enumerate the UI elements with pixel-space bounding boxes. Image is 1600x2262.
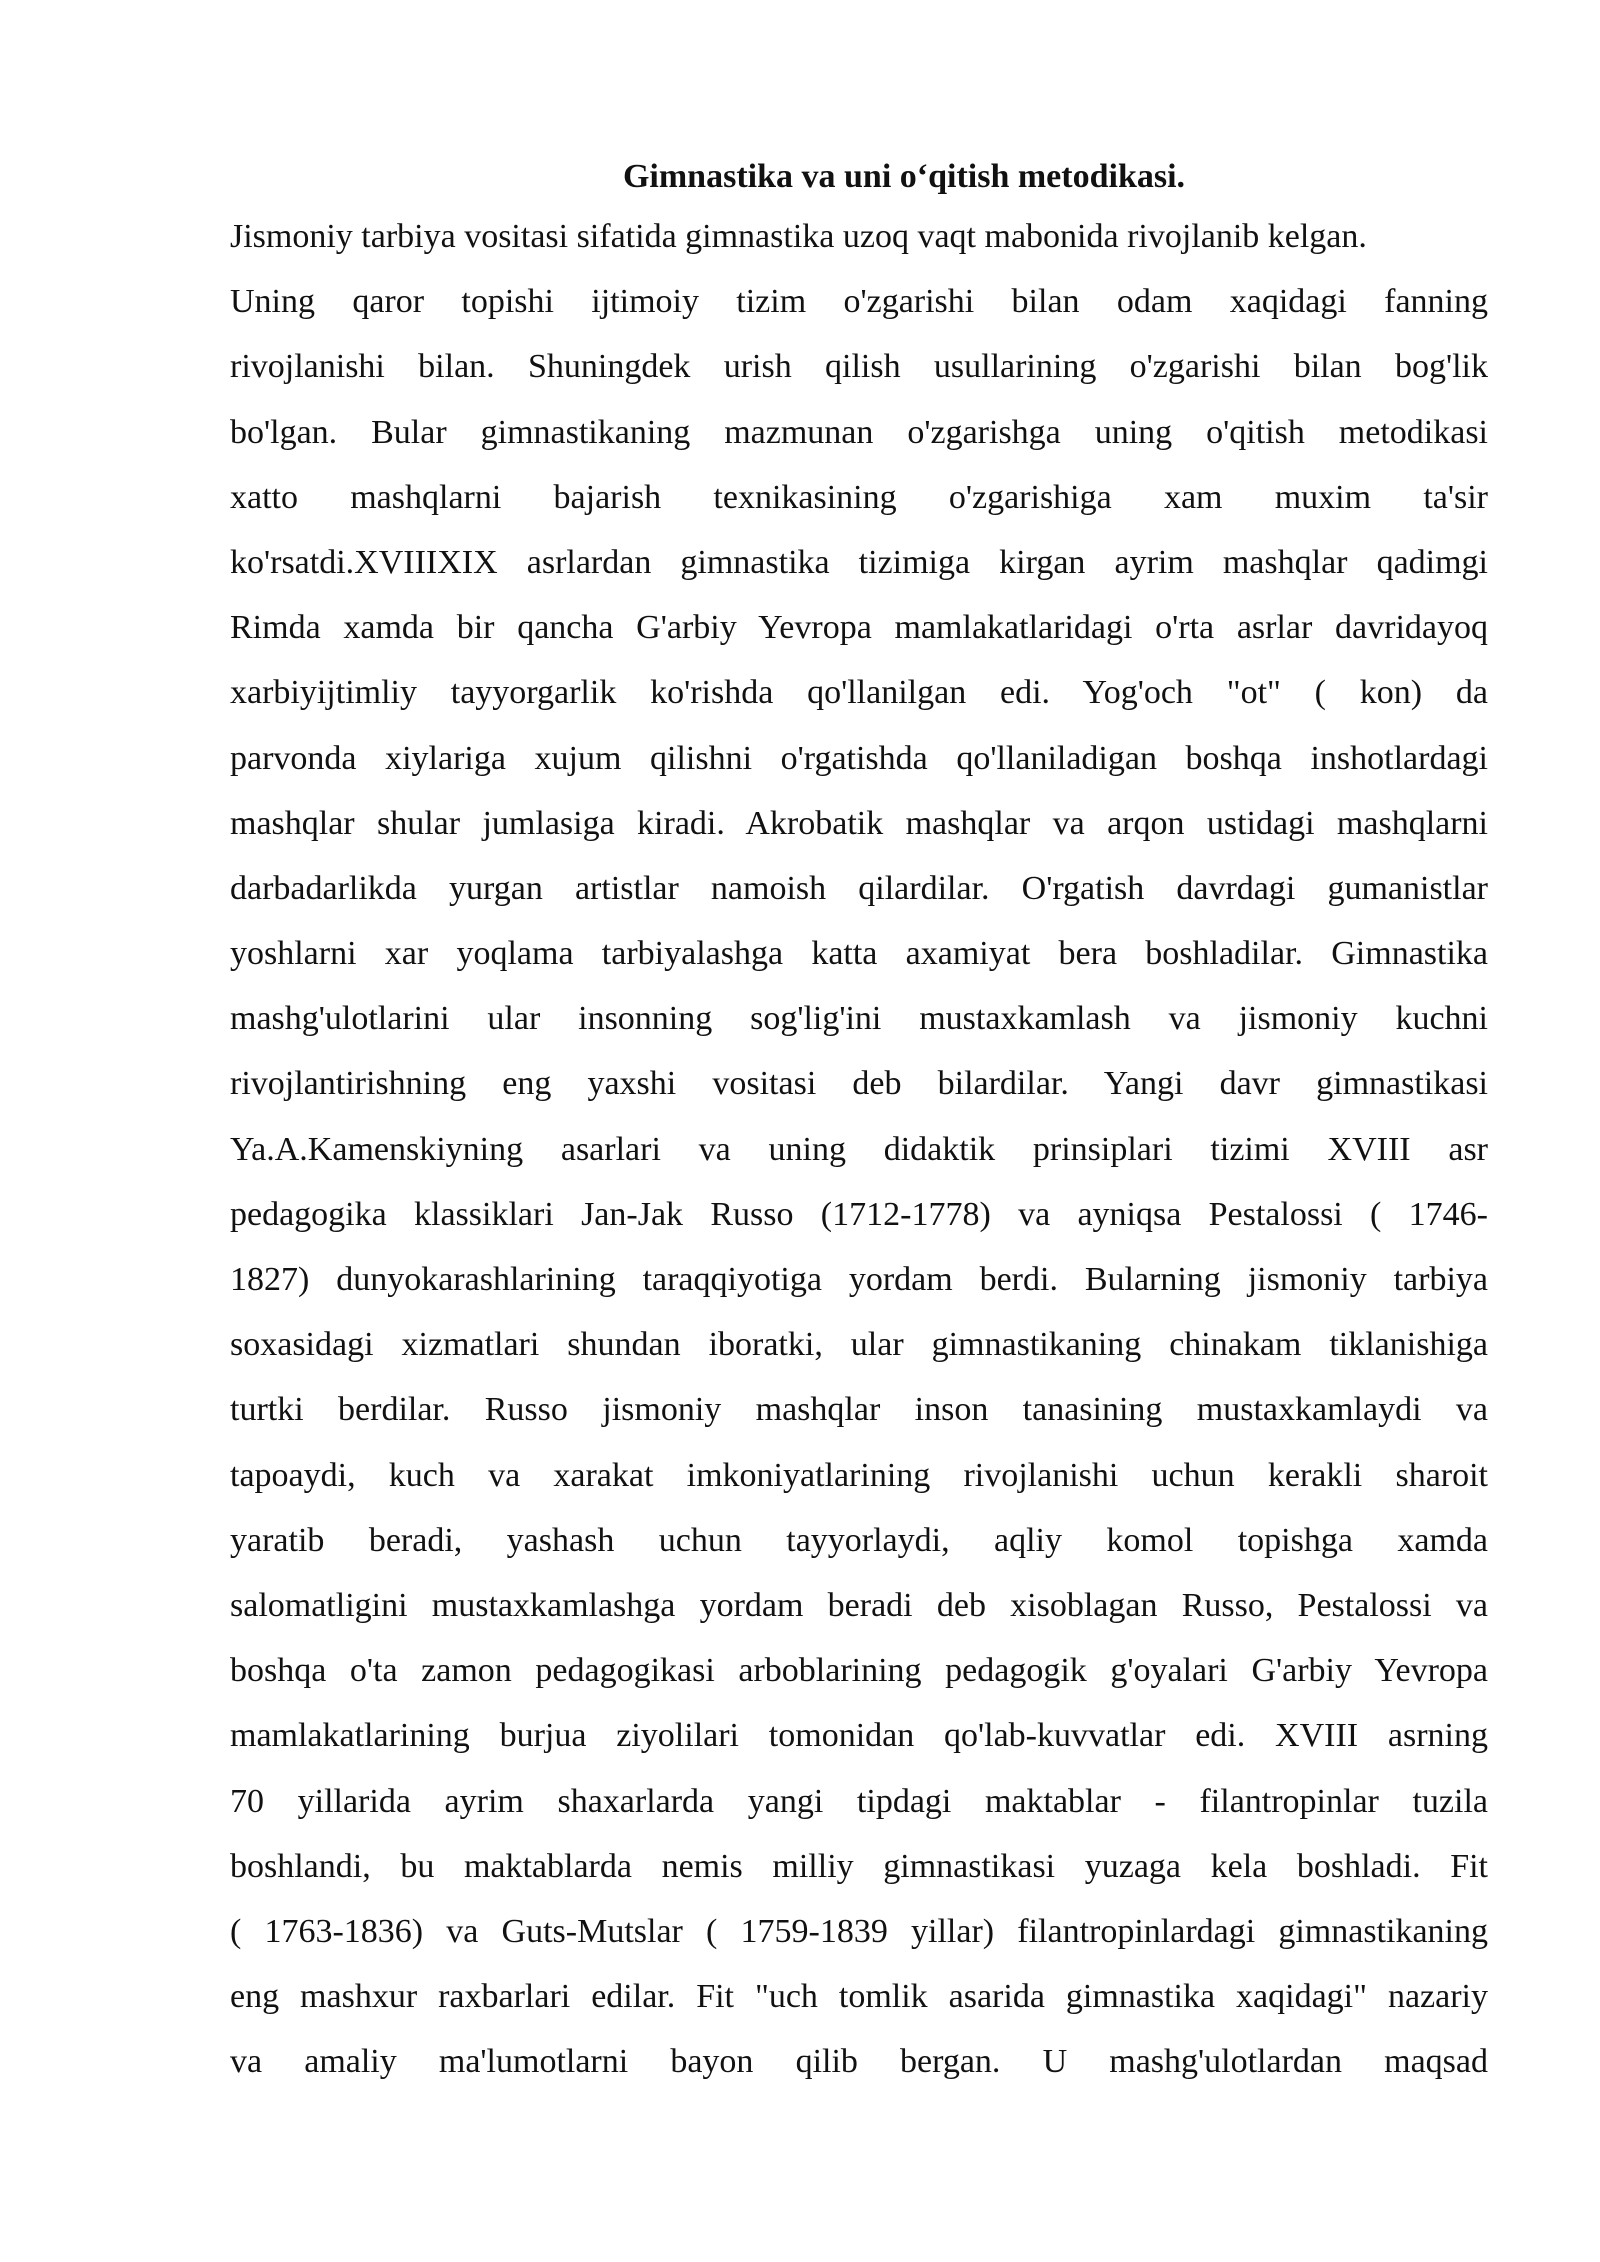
text-line: darbadarlikda yurgan artistlar namoish qilardilar. O'rgatish davrdagi gumanistlar [230,869,1488,907]
document-body [230,150,1488,2094]
text-line: mamlakatlarining burjua ziyolilari tomonidan qo'lab-kuvvatlar edi. XVIII asrning [230,1717,1488,1755]
text-line: 70 yillarida ayrim shaxarlarda yangi tipdagi maktablar - filantropinlar tuzila [230,1782,1488,1820]
text-line: rivojlantirishning eng yaxshi vositasi deb bilardilar. Yangi davr gimnastikasi [230,1065,1488,1103]
text-line: boshqa o'ta zamon pedagogikasi arboblarining pedagogik g'oyalari G'arbiy Yevropa [230,1652,1488,1690]
text-line: salomatligini mustaxkamlashga yordam beradi deb xisoblagan Russo, Pestalossi va [230,1586,1488,1624]
text-line: pedagogika klassiklari Jan-Jak Russo (1712-1778) va ayniqsa Pestalossi ( 1746- [230,1195,1488,1233]
text-line: ko'rsatdi.XVIIIXIX asrlardan gimnastika tizimiga kirgan ayrim mashqlar qadimgi [230,543,1488,581]
text-line: boshlandi, bu maktablarda nemis milliy gimnastikasi yuzaga kela boshladi. Fit [230,1847,1488,1885]
text-line: Ya.A.Kamenskiyning asarlari va uning didaktik prinsiplari tizimi XVIII asr [230,1130,1488,1168]
text-line: yaratib beradi, yashash uchun tayyorlaydi, aqliy komol topishga xamda [230,1521,1488,1559]
text-line: yoshlarni xar yoqlama tarbiyalashga katta axamiyat bera boshladilar. Gimnastika [230,935,1488,973]
document-title: Gimnastika va uni o‘qitish metodikasi. [622,158,1186,195]
text-line: Uning qaror topishi ijtimoiy tizim o'zgarishi bilan odam xaqidagi fanning [230,283,1488,321]
text-line: xarbiyijtimliy tayyorgarlik ko'rishda qo'llanilgan edi. Yog'och "ot" ( kon) da [230,674,1488,712]
text-line: parvonda xiylariga xujum qilishni o'rgatishda qo'llaniladigan boshqa inshotlardagi [230,739,1488,777]
text-line: mashqlar shular jumlasiga kiradi. Akrobatik mashqlar va arqon ustidagi mashqlarni [230,804,1488,842]
text-line: ( 1763-1836) va Guts-Mutslar ( 1759-1839 yillar) filantropinlardagi gimnastikaning [230,1912,1488,1950]
text-line: Rimda xamda bir qancha G'arbiy Yevropa mamlakatlaridagi o'rta asrlar davridayoq [230,609,1488,647]
text-line: xatto mashqlarni bajarish texnikasining o'zgarishiga xam muxim ta'sir [230,478,1488,516]
text-line: tapoaydi, kuch va xarakat imkoniyatlarining rivojlanishi uchun kerakli sharoit [230,1456,1488,1494]
text-line: soxasidagi xizmatlari shundan iboratki, ular gimnastikaning chinakam tiklanishiga [230,1326,1488,1364]
text-line: bo'lgan. Bular gimnastikaning mazmunan o'zgarishga uning o'qitish metodikasi [230,413,1488,451]
body-paragraph [230,204,1488,2094]
text-line: mashg'ulotlarini ular insonning sog'lig'ini mustaxkamlash va jismoniy kuchni [230,1000,1488,1038]
text-line: eng mashxur raxbarlari edilar. Fit "uch tomlik asarida gimnastika xaqidagi" nazariy [230,1978,1488,2016]
text-line: 1827) dunyokarashlarining taraqqiyotiga yordam berdi. Bularning jismoniy tarbiya [230,1261,1488,1298]
text-line: rivojlanishi bilan. Shuningdek urish qilish usullarining o'zgarishi bilan bog'lik [230,348,1488,386]
text-line: turtki berdilar. Russo jismoniy mashqlar inson tanasining mustaxkamlaydi va [230,1391,1488,1429]
text-line: Jismoniy tarbiya vositasi sifatida gimnastika uzoq vaqt mabonida rivojlanib kelgan. [230,218,1367,255]
text-line: va amaliy ma'lumotlarni bayon qilib bergan. U mashg'ulotlardan maqsad [230,2043,1488,2081]
